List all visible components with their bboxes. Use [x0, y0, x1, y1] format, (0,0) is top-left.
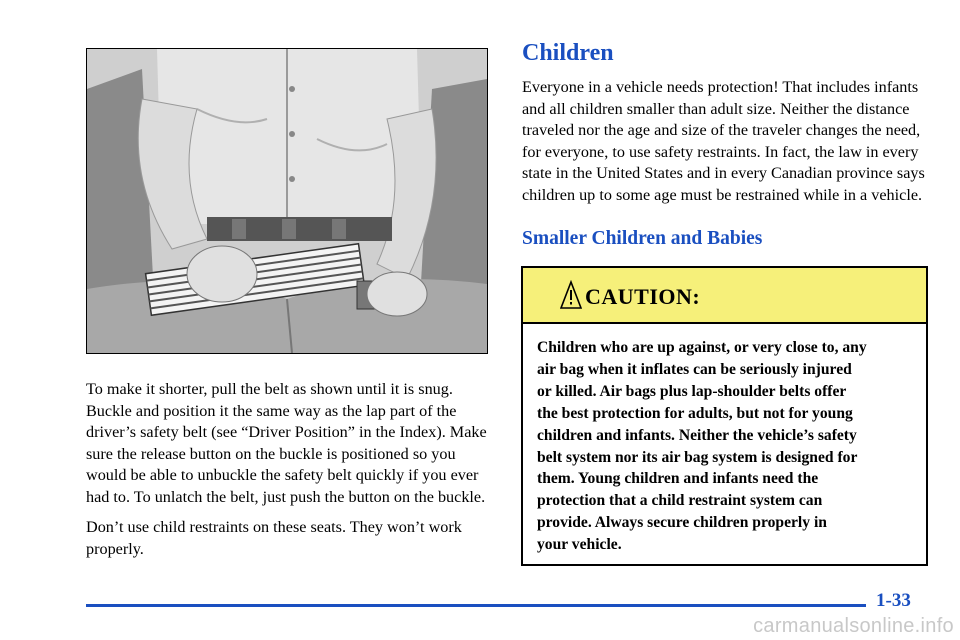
paragraph-no-child-restraints: Don’t use child restraints on these seats. They won’t work properly.	[86, 518, 462, 558]
caution-line: children and infants. Neither the vehicle’s safety	[537, 426, 857, 444]
children-intro-paragraph: Everyone in a vehicle needs protection! That includes infants and all children smaller than adult size. Neither the distance traveled nor the age and size of the traveler changes the need, for everyone, to use safety restraints. In fact, the law in every state in the United States and in every Canadian province says children up to some age must be restrained while in a vehicle.	[522, 78, 925, 204]
subsection-title-smaller-children: Smaller Children and Babies	[522, 228, 763, 249]
caution-line: provide. Always secure children properly in	[537, 514, 827, 532]
caution-line: protection that a child restraint system can	[537, 492, 823, 510]
caution-label: CAUTION:	[585, 284, 701, 309]
caution-line: belt system nor its air bag system is designed for	[537, 448, 858, 466]
section-title-children: Children	[522, 40, 614, 66]
caution-header	[523, 268, 926, 324]
page-number: 1-33	[876, 590, 911, 611]
footer-rule	[86, 604, 866, 607]
watermark: carmanualsonline.info	[753, 615, 954, 637]
seat-belt-illustration	[86, 48, 488, 354]
warning-triangle-icon	[560, 280, 582, 310]
caution-line: the best protection for adults, but not for young	[537, 404, 853, 422]
left-column-text	[86, 379, 496, 569]
caution-line: your vehicle.	[537, 536, 622, 554]
caution-line: air bag when it inflates can be seriously injured	[537, 360, 852, 378]
caution-line: Children who are up against, or very close to, any	[537, 339, 867, 356]
caution-line: them. Young children and infants need the	[537, 470, 819, 488]
paragraph-shorten-belt: To make it shorter, pull the belt as shown until it is snug. Buckle and position it the same way as the lap part of the driver’s safety belt (see “Driver Position” in the Index). Make sure the release button on the buckle is positioned so you would be able to unbuckle the safety belt quickly if you ever had to. To unlatch the belt, just push the button on the buckle.	[86, 380, 487, 506]
caution-box	[521, 266, 928, 566]
caution-body	[523, 324, 926, 556]
seat-belt-drawing	[87, 49, 487, 353]
caution-line: or killed. Air bags plus lap-shoulder belts offer	[537, 382, 847, 400]
